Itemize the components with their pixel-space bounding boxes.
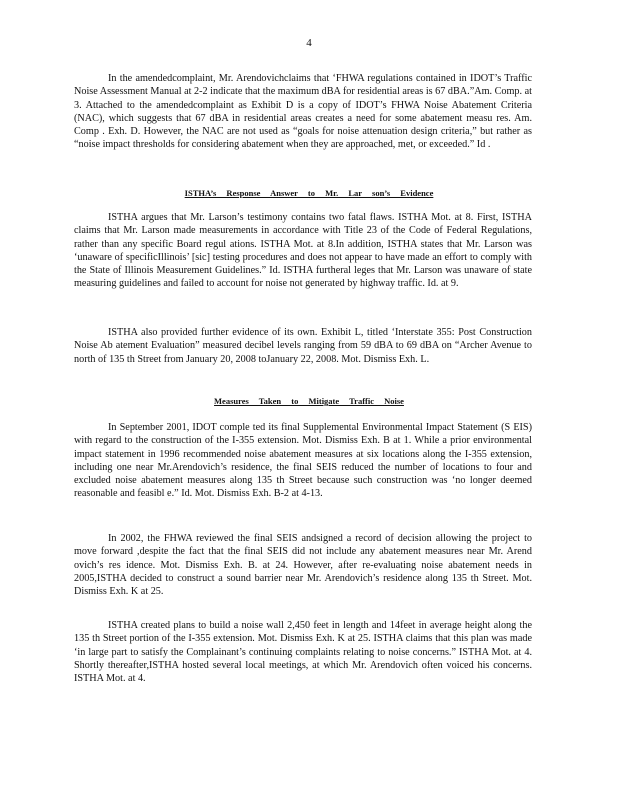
paragraph-amended-complaint: In the amendedcomplaint, Mr. Arendovichclaims that ‘FHWA regulations contained in IDOT’s Traffic Noise Assessment Manual at 2-2 indicate that the maximum dBA for residential areas is 67 dBA.”Am. Comp. at 3. Attached to the amendedcomplaint as Exhibit D is a copy of IDOT’s FHWA Noise Abatement Criteria (NAC), which suggests that 67 dBA in residential areas creates a need for some abatement measu res. Am. Comp . Exh. D. However, the NAC are not used as “goals for noise attenuation design criteria,” but rather as “noise impact thresholds for considering abatement when they are approached, met, or exceeded.” Id . (74, 73, 532, 151)
section-heading-measures (0, 396, 618, 406)
paragraph-september-2001: In September 2001, IDOT comple ted its final Supplemental Environmental Impact Statement (S EIS) with regard to the construction of the I-355 extension. Mot. Dismiss Exh. B at 1. While a prior environmental impact statement in 1996 recommended noise abatement measures at six locations along the I-355 extension, including one near Mr.Arendovich’s residence, the final SEIS reduced the number of locations to four and excluded noise abatement measures along 135 th Street because such construction was ‘no longer deemed reasonable and feasibl e.” Id. Mot. Dismiss Exh. B-2 at 4-13. (74, 422, 532, 500)
paragraph-istha-argues: ISTHA argues that Mr. Larson’s testimony contains two fatal flaws. ISTHA Mot. at 8. First, ISTHA claims that Mr. Larson made measurements in accordance with Title 23 of the Code of Federal Regulations, rather than any specific Board regul ations. ISTHA Mot. at 8.In addition, ISTHA states that Mr. Larson was ‘unaware of specificIllinois’ [sic] testing procedures and does not appear to have made an effort to comply with the State of Illinois Measurement Guidelines.” Id. ISTHA furtheral leges that Mr. Larson was unaware of state measuring guidelines and failed to account for noise not generated by highway traffic. Id. at 9. (74, 212, 532, 290)
section-heading-measures-text: Measures Taken to Mitigate Traffic Noise (214, 396, 404, 406)
paragraph-noise-wall: ISTHA created plans to build a noise wall 2,450 feet in length and 14feet in average height along the 135 th Street portion of the I-355 extension. Mot. Dismiss Exh. K at 25. ISTHA claims that this plan was made ‘in large part to satisfy the Complainant’s continuing complaints relating to noise concerns.” ISTHA Mot. at 4. Shortly thereafter,ISTHA hosted several local meetings, at which Mr. Arendovich often voiced his concerns. ISTHA Mot. at 4. (74, 620, 532, 685)
page-number: 4 (306, 37, 312, 49)
section-heading-response-text: ISTHA’s Response Answer to Mr. Lar son’s Evidence (184, 188, 434, 198)
paragraph-further-evidence: ISTHA also provided further evidence of its own. Exhibit L, titled ‘Interstate 355: Post Construction Noise Ab atement Evaluation” measured decibel levels ranging from 59 dBA to 69 dBA on “Archer Avenue to north of 135 th Street from January 20, 2008 toJanuary 22, 2008. Mot. Dismiss Exh. L. (74, 327, 532, 365)
paragraph-2002-fhwa: In 2002, the FHWA reviewed the final SEIS andsigned a record of decision allowing the project to move forward ,despite the fact that the final SEIS did not include any abatement measures near Mr. Arend ovich’s res idence. Mot. Dismiss Exh. B. at 24. However, after re-evaluating noise abatement needs in 2005,ISTHA decided to construct a sound barrier near Mr. Arendovich’s residence along 135 th Street. Mot. Dismiss Exh. K at 25. (74, 533, 532, 598)
section-heading-response (0, 188, 618, 198)
